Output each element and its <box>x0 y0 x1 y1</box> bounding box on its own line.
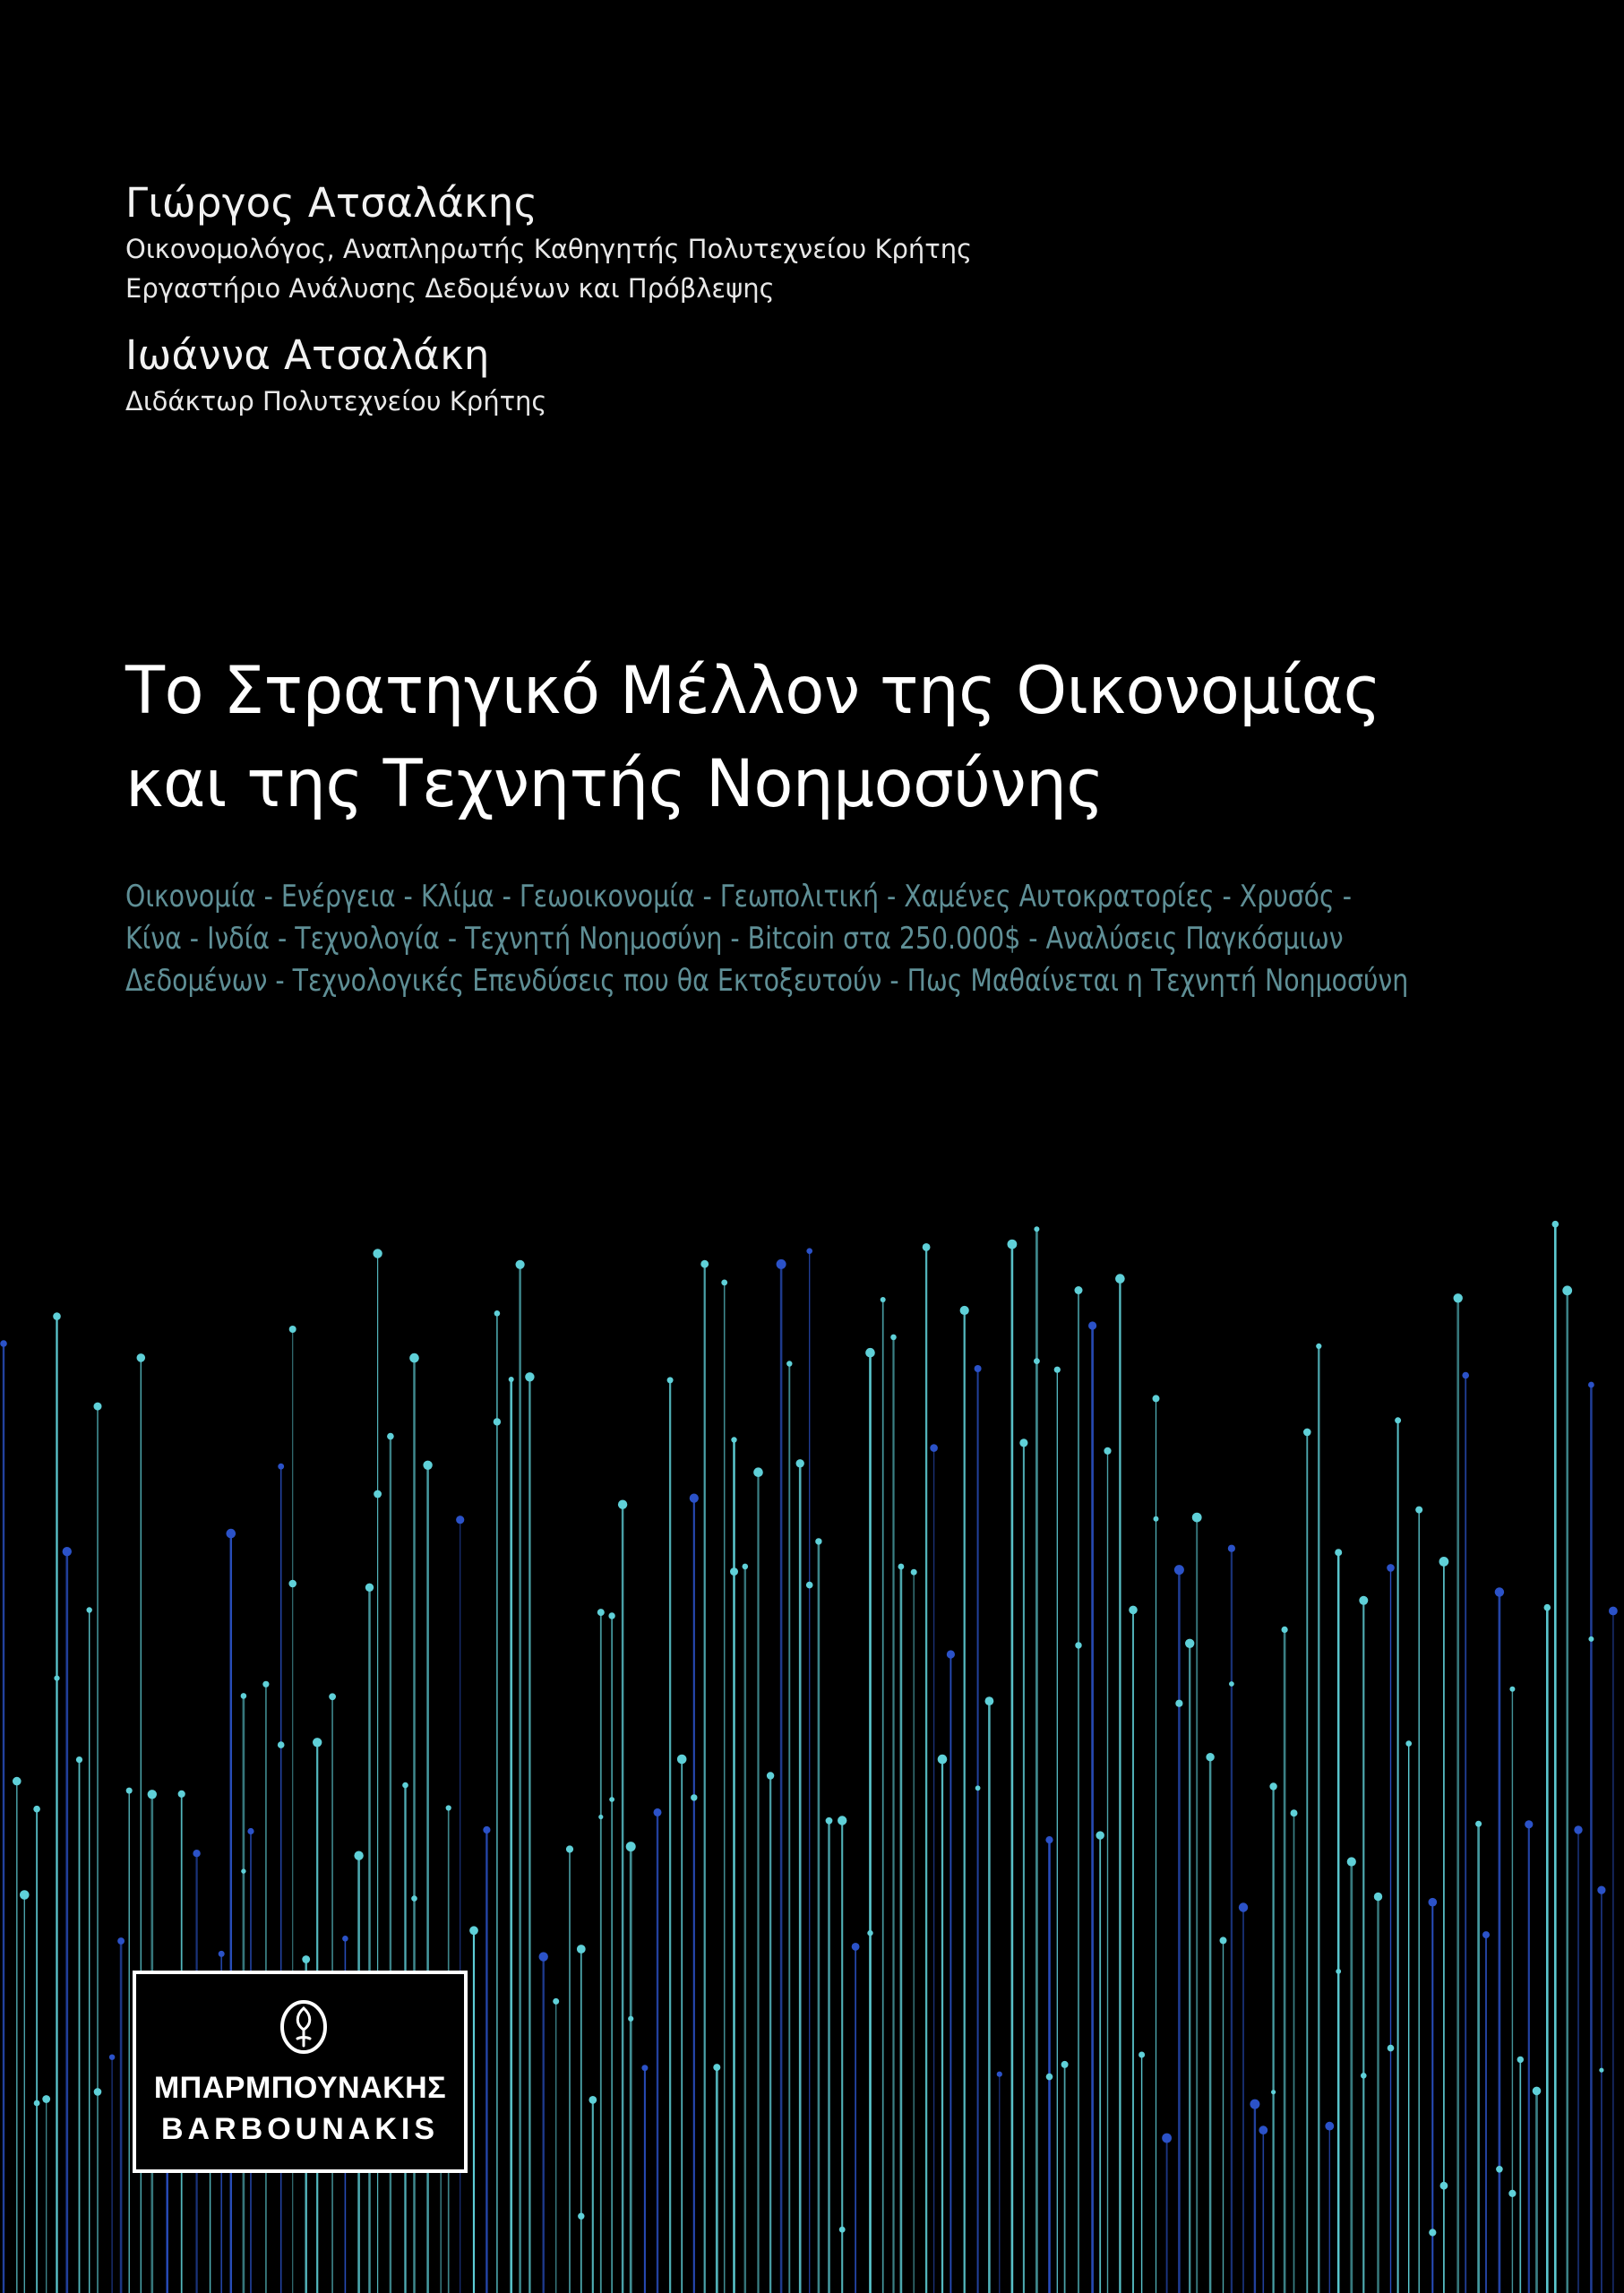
data-line-dot <box>313 1738 322 1747</box>
data-line-dot <box>1347 1857 1356 1866</box>
data-line-dot <box>1325 2122 1334 2131</box>
data-line-dot <box>1454 1293 1463 1302</box>
data-line-dot <box>1475 1821 1482 1827</box>
data-line-dot <box>838 1816 846 1825</box>
data-line-dot <box>42 2095 50 2103</box>
author-1 <box>125 177 1469 308</box>
data-line-dot <box>1229 1681 1234 1687</box>
data-line-dot <box>975 1365 982 1372</box>
data-line-dot <box>731 1437 736 1442</box>
data-line-dot <box>667 1377 674 1383</box>
data-line-dot <box>1228 1545 1235 1552</box>
data-line-dot <box>94 2088 102 2096</box>
data-line-dot <box>365 1584 374 1592</box>
data-line-dot <box>566 1845 573 1852</box>
data-line-dot <box>997 2072 1002 2077</box>
data-line-dot <box>1462 1372 1469 1379</box>
title-line: Το Στρατηγικό Μέλλον της Οικονομίας <box>125 653 1381 729</box>
data-line-dot <box>1154 1516 1159 1522</box>
publisher-logo-icon <box>279 1999 328 2055</box>
data-line-dot <box>278 1464 284 1470</box>
data-line-dot <box>1046 2074 1053 2081</box>
data-line-dot <box>1388 2045 1395 2052</box>
data-line-dot <box>1291 1809 1298 1816</box>
data-line-dot <box>1282 1627 1288 1633</box>
data-line-dot <box>1019 1438 1027 1447</box>
data-line-dot <box>1496 2166 1503 2173</box>
data-line-dot <box>1129 1606 1138 1615</box>
data-line-dot <box>409 1353 419 1363</box>
data-line-dot <box>1588 1636 1594 1642</box>
data-line-dot <box>690 1494 699 1503</box>
data-line-dot <box>329 1693 336 1700</box>
data-line-dot <box>975 1785 981 1791</box>
data-line-dot <box>597 1609 605 1616</box>
data-line-dot <box>743 1564 749 1570</box>
data-line-dot <box>608 1612 614 1619</box>
data-line-dot <box>456 1516 464 1524</box>
data-line-dot <box>387 1433 394 1440</box>
data-line-dot <box>148 1790 157 1799</box>
data-line-dot <box>1335 1549 1342 1556</box>
data-line-dot <box>509 1377 514 1382</box>
data-line-dot <box>469 1926 478 1935</box>
data-line-dot <box>219 1951 225 1957</box>
data-line-dot <box>815 1538 821 1544</box>
data-line-dot <box>839 2227 846 2233</box>
data-line-dot <box>881 1297 886 1302</box>
data-line-dot <box>193 1850 200 1857</box>
data-line-dot <box>402 1782 408 1789</box>
data-line-dot <box>1054 1367 1061 1373</box>
data-line-dot <box>1206 1753 1214 1761</box>
authors <box>125 177 1469 421</box>
data-line-dot <box>1439 1557 1449 1567</box>
data-line-dot <box>1374 1893 1382 1901</box>
data-line-dot <box>1609 1607 1618 1616</box>
data-line-dot <box>241 1868 245 1873</box>
author-affiliation: Διδάκτωρ Πολυτεχνείου Κρήτης <box>125 386 547 417</box>
data-line-dot <box>178 1791 185 1798</box>
data-line-dot <box>34 2100 40 2107</box>
data-line-dot <box>13 1777 21 1786</box>
data-line-dot <box>1104 1447 1111 1455</box>
data-line-dot <box>641 2065 648 2071</box>
data-line-dot <box>1096 1831 1104 1839</box>
data-line-dot <box>0 1340 7 1347</box>
data-line-dot <box>1336 1969 1341 1974</box>
data-line-dot <box>626 1842 636 1851</box>
data-line-dot <box>516 1260 525 1269</box>
data-line-dot <box>654 1808 662 1816</box>
data-line-dot <box>63 1547 72 1556</box>
data-line-dot <box>1429 1898 1438 1907</box>
data-line-dot <box>1220 1937 1227 1944</box>
data-line-dot <box>930 1444 938 1452</box>
data-line-dot <box>577 1945 586 1954</box>
data-line-dot <box>628 2016 633 2022</box>
data-line-dot <box>76 1756 82 1763</box>
data-line-dot <box>826 1817 833 1825</box>
data-line-dot <box>247 1828 253 1834</box>
data-line-dot <box>289 1326 296 1333</box>
data-line-dot <box>1525 1820 1533 1828</box>
data-line-dot <box>890 1335 897 1341</box>
data-line-dot <box>87 1607 92 1612</box>
data-line-dot <box>1599 2068 1603 2073</box>
data-line-dot <box>1034 1358 1040 1364</box>
data-line-dot <box>947 1650 955 1658</box>
data-line-dot <box>1509 1687 1515 1692</box>
data-line-dot <box>1259 2126 1267 2134</box>
data-line-dot <box>374 1490 382 1499</box>
data-line-dot <box>852 1943 860 1951</box>
data-line-dot <box>423 1461 432 1470</box>
data-line-dot <box>923 1243 931 1251</box>
publisher-name-greek: ΜΠΑΡΜΠΟΥΝΑΚΗΣ <box>153 2071 447 2105</box>
data-line-dot <box>1271 2090 1276 2094</box>
author-affiliation: Εργαστήριο Ανάλυσης Δεδομένων και Πρόβλεψης <box>125 273 775 304</box>
data-line-dot <box>137 1353 146 1362</box>
data-line-dot <box>1544 1604 1551 1611</box>
data-line-dot <box>1415 1507 1422 1514</box>
data-line-dot <box>1533 2087 1542 2096</box>
data-line-dot <box>985 1696 994 1705</box>
data-line-dot <box>278 1741 285 1748</box>
data-line-dot <box>1552 1221 1560 1228</box>
data-line-dot <box>1192 1513 1202 1523</box>
author-affiliation: Οικονομολόγος, Αναπληρωτής Καθηγητής Πολυτεχνείου Κρήτης <box>125 234 973 264</box>
keywords-line: Κίνα - Ινδία - Τεχνολογία - Τεχνητή Νοημοσύνη - Bitcoin στα 250.000$ - Αναλύσεις Παγκόσμιων <box>125 921 1344 957</box>
data-line-dot <box>806 1582 813 1589</box>
data-line-dot <box>226 1529 236 1539</box>
data-line-dot <box>867 1930 872 1936</box>
data-line-dot <box>1162 2134 1172 2143</box>
data-line-dot <box>483 1826 490 1834</box>
data-line-dot <box>960 1306 969 1315</box>
data-line-dot <box>288 1580 296 1588</box>
data-line-dot <box>898 1564 905 1570</box>
data-line-dot <box>33 1806 40 1813</box>
data-line-dot <box>589 2096 597 2104</box>
data-line-dot <box>730 1567 738 1576</box>
data-line-dot <box>1508 2190 1516 2197</box>
data-line-dot <box>1495 1587 1504 1596</box>
data-line-dot <box>806 1248 812 1254</box>
data-line-dot <box>373 1249 382 1258</box>
data-line-dot <box>54 1676 59 1681</box>
data-line-dot <box>553 1998 559 2005</box>
data-line-dot <box>1075 1286 1083 1294</box>
publisher-logo <box>133 1971 468 2173</box>
data-line-dot <box>1517 2057 1524 2063</box>
data-line-dot <box>1045 1836 1053 1843</box>
data-line-dot <box>1316 1344 1321 1349</box>
data-line-dot <box>354 1851 363 1860</box>
data-line-dot <box>1088 1321 1096 1329</box>
data-line-dot <box>767 1772 774 1779</box>
data-line-dot <box>786 1361 792 1366</box>
data-line-dot <box>1588 1382 1594 1388</box>
data-line-dot <box>1303 1429 1311 1437</box>
keywords <box>125 876 1559 1002</box>
data-line-dot <box>677 1755 687 1765</box>
data-line-dot <box>342 1936 348 1942</box>
title-line: και της Τεχνητής Νοημοσύνης <box>125 746 1104 822</box>
data-line-dot <box>1440 2182 1448 2190</box>
data-line-dot <box>777 1259 786 1269</box>
data-line-dot <box>525 1372 534 1381</box>
data-line-dot <box>1597 1886 1605 1894</box>
data-line-dot <box>109 2055 115 2060</box>
data-line-dot <box>578 2213 584 2220</box>
data-line-dot <box>1075 1642 1081 1648</box>
data-line-dot <box>539 1952 548 1961</box>
data-line-dot <box>1175 1700 1182 1707</box>
data-line-dot <box>1359 1596 1368 1605</box>
data-line-dot <box>1562 1285 1572 1295</box>
data-line-dot <box>618 1500 627 1509</box>
data-line-dot <box>494 1310 501 1317</box>
data-line-dot <box>938 1755 948 1765</box>
data-line-dot <box>1429 2229 1436 2236</box>
data-line-dot <box>1115 1274 1125 1284</box>
data-line-dot <box>609 1797 614 1802</box>
data-line-dot <box>446 1805 451 1810</box>
keywords-line: Οικονομία - Ενέργεια - Κλίμα - Γεωοικονομία - Γεωπολιτική - Χαμένες Αυτοκρατορίες - Χρυσός - <box>125 879 1352 915</box>
data-line-dot <box>1269 1782 1276 1790</box>
data-line-dot <box>1153 1395 1160 1402</box>
author-name: Ιωάννα Ατσαλάκη <box>125 331 490 379</box>
data-line-dot <box>1239 1902 1248 1911</box>
data-line-dot <box>753 1467 763 1477</box>
data-line-dot <box>494 1418 501 1425</box>
data-line-dot <box>700 1260 709 1268</box>
data-line-dot <box>1405 1740 1412 1747</box>
data-line-dot <box>241 1693 247 1699</box>
publisher-name-latin: BARBOUNAKIS <box>161 2112 439 2146</box>
data-line-dot <box>1008 1240 1018 1250</box>
data-line-dot <box>117 1937 125 1945</box>
data-line-dot <box>126 1788 133 1794</box>
data-line-dot <box>1185 1639 1194 1648</box>
data-line-dot <box>598 1815 603 1819</box>
data-line-dot <box>1395 1417 1401 1423</box>
data-line-dot <box>53 1312 61 1320</box>
data-line-dot <box>1061 2061 1069 2068</box>
data-line-dot <box>865 1348 875 1358</box>
data-line-dot <box>411 1895 417 1902</box>
data-line-dot <box>721 1280 727 1286</box>
data-line-dot <box>691 1794 697 1800</box>
data-line-dot <box>1387 1564 1395 1572</box>
data-line-dot <box>1034 1226 1039 1232</box>
data-line-dot <box>1574 1825 1582 1834</box>
book-title <box>125 645 1523 831</box>
data-line-dot <box>262 1681 269 1688</box>
data-line-dot <box>1174 1565 1184 1575</box>
data-line-dot <box>1361 2073 1367 2079</box>
data-line-dot <box>94 1403 102 1411</box>
data-line-dot <box>713 2064 720 2071</box>
data-line-dot <box>1482 1931 1490 1938</box>
data-line-dot <box>302 1955 310 1963</box>
keywords-line: Δεδομένων - Τεχνολογικές Επενδύσεις που θα Εκτοξευτούν - Πως Μαθαίνεται η Τεχνητή Νοημοσύνη <box>125 963 1409 999</box>
data-line-dot <box>20 1890 30 1900</box>
author-2 <box>125 330 1469 421</box>
author-name: Γιώργος Ατσαλάκης <box>125 179 538 227</box>
data-line-dot <box>911 1569 917 1576</box>
data-line-dot <box>796 1459 804 1467</box>
data-line-dot <box>1139 2052 1145 2058</box>
data-line-dot <box>1250 2100 1259 2109</box>
